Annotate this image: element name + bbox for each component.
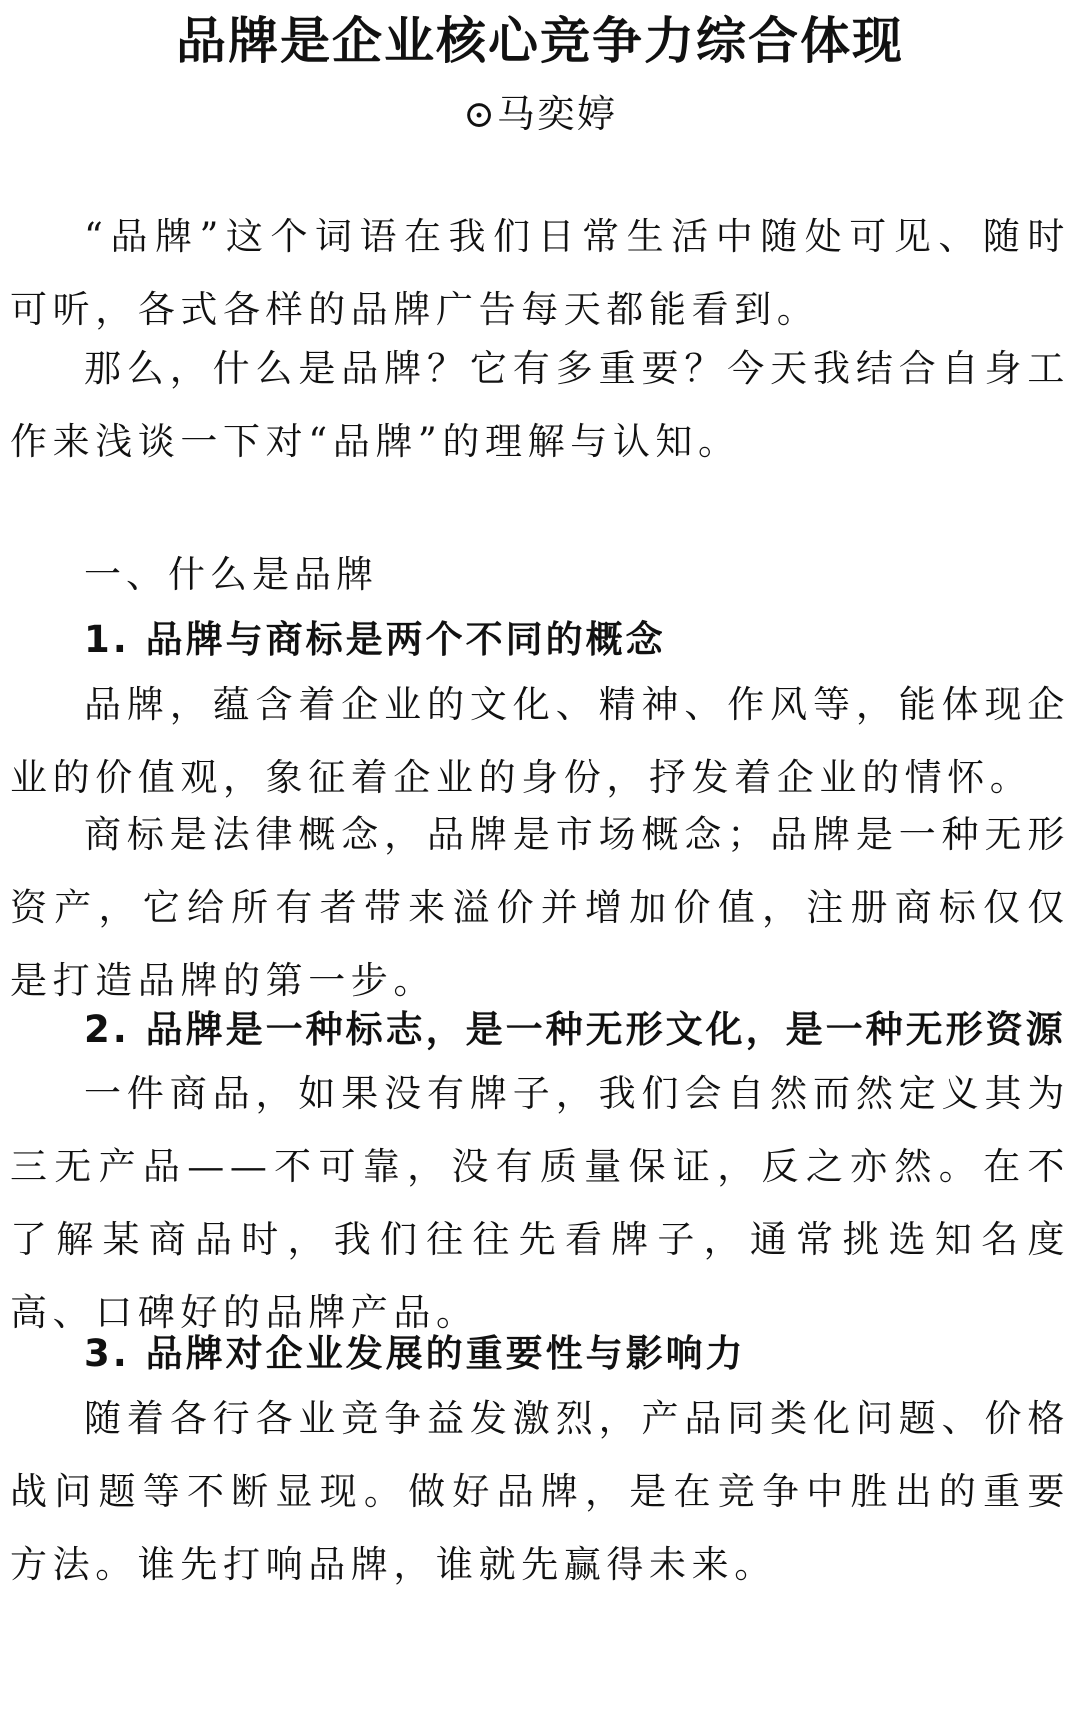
subsection-heading: 2. 品牌是一种标志，是一种无形文化，是一种无形资源 <box>84 1008 1066 1051</box>
article-title: 品牌是企业核心竞争力综合体现 <box>176 12 904 70</box>
subsection-heading: 1. 品牌与商标是两个不同的概念 <box>84 618 666 661</box>
body-paragraph: 一件商品，如果没有牌子，我们会自然而然定义其为三无产品——不可靠，没有质量保证，反之亦然。在不了解某商品时，我们往往先看牌子，通常挑选知名度高、口碑好的品牌产品。 <box>10 1072 1070 1334</box>
subsection-heading: 3. 品牌对企业发展的重要性与影响力 <box>84 1332 746 1375</box>
body-paragraph: 随着各行各业竞争益发激烈，产品同类化问题、价格战问题等不断显现。做好品牌，是在竞争中胜出的重要方法。谁先打响品牌，谁就先赢得未来。 <box>10 1397 1070 1586</box>
body-paragraph: 商标是法律概念，品牌是市场概念；品牌是一种无形资产，它给所有者带来溢价并增加价值，注册商标仅仅是打造品牌的第一步。 <box>10 813 1070 1002</box>
article-author: ⊙马奕婷 <box>463 92 617 136</box>
intro-paragraph: “品牌”这个词语在我们日常生活中随处可见、随时可听，各式各样的品牌广告每天都能看到。 <box>10 215 1070 331</box>
section-heading: 一、什么是品牌 <box>84 553 378 596</box>
body-paragraph: 品牌，蕴含着企业的文化、精神、作风等，能体现企业的价值观，象征着企业的身份，抒发着企业的情怀。 <box>10 683 1070 799</box>
intro-paragraph: 那么，什么是品牌？它有多重要？今天我结合自身工作来浅谈一下对“品牌”的理解与认知。 <box>10 347 1070 463</box>
